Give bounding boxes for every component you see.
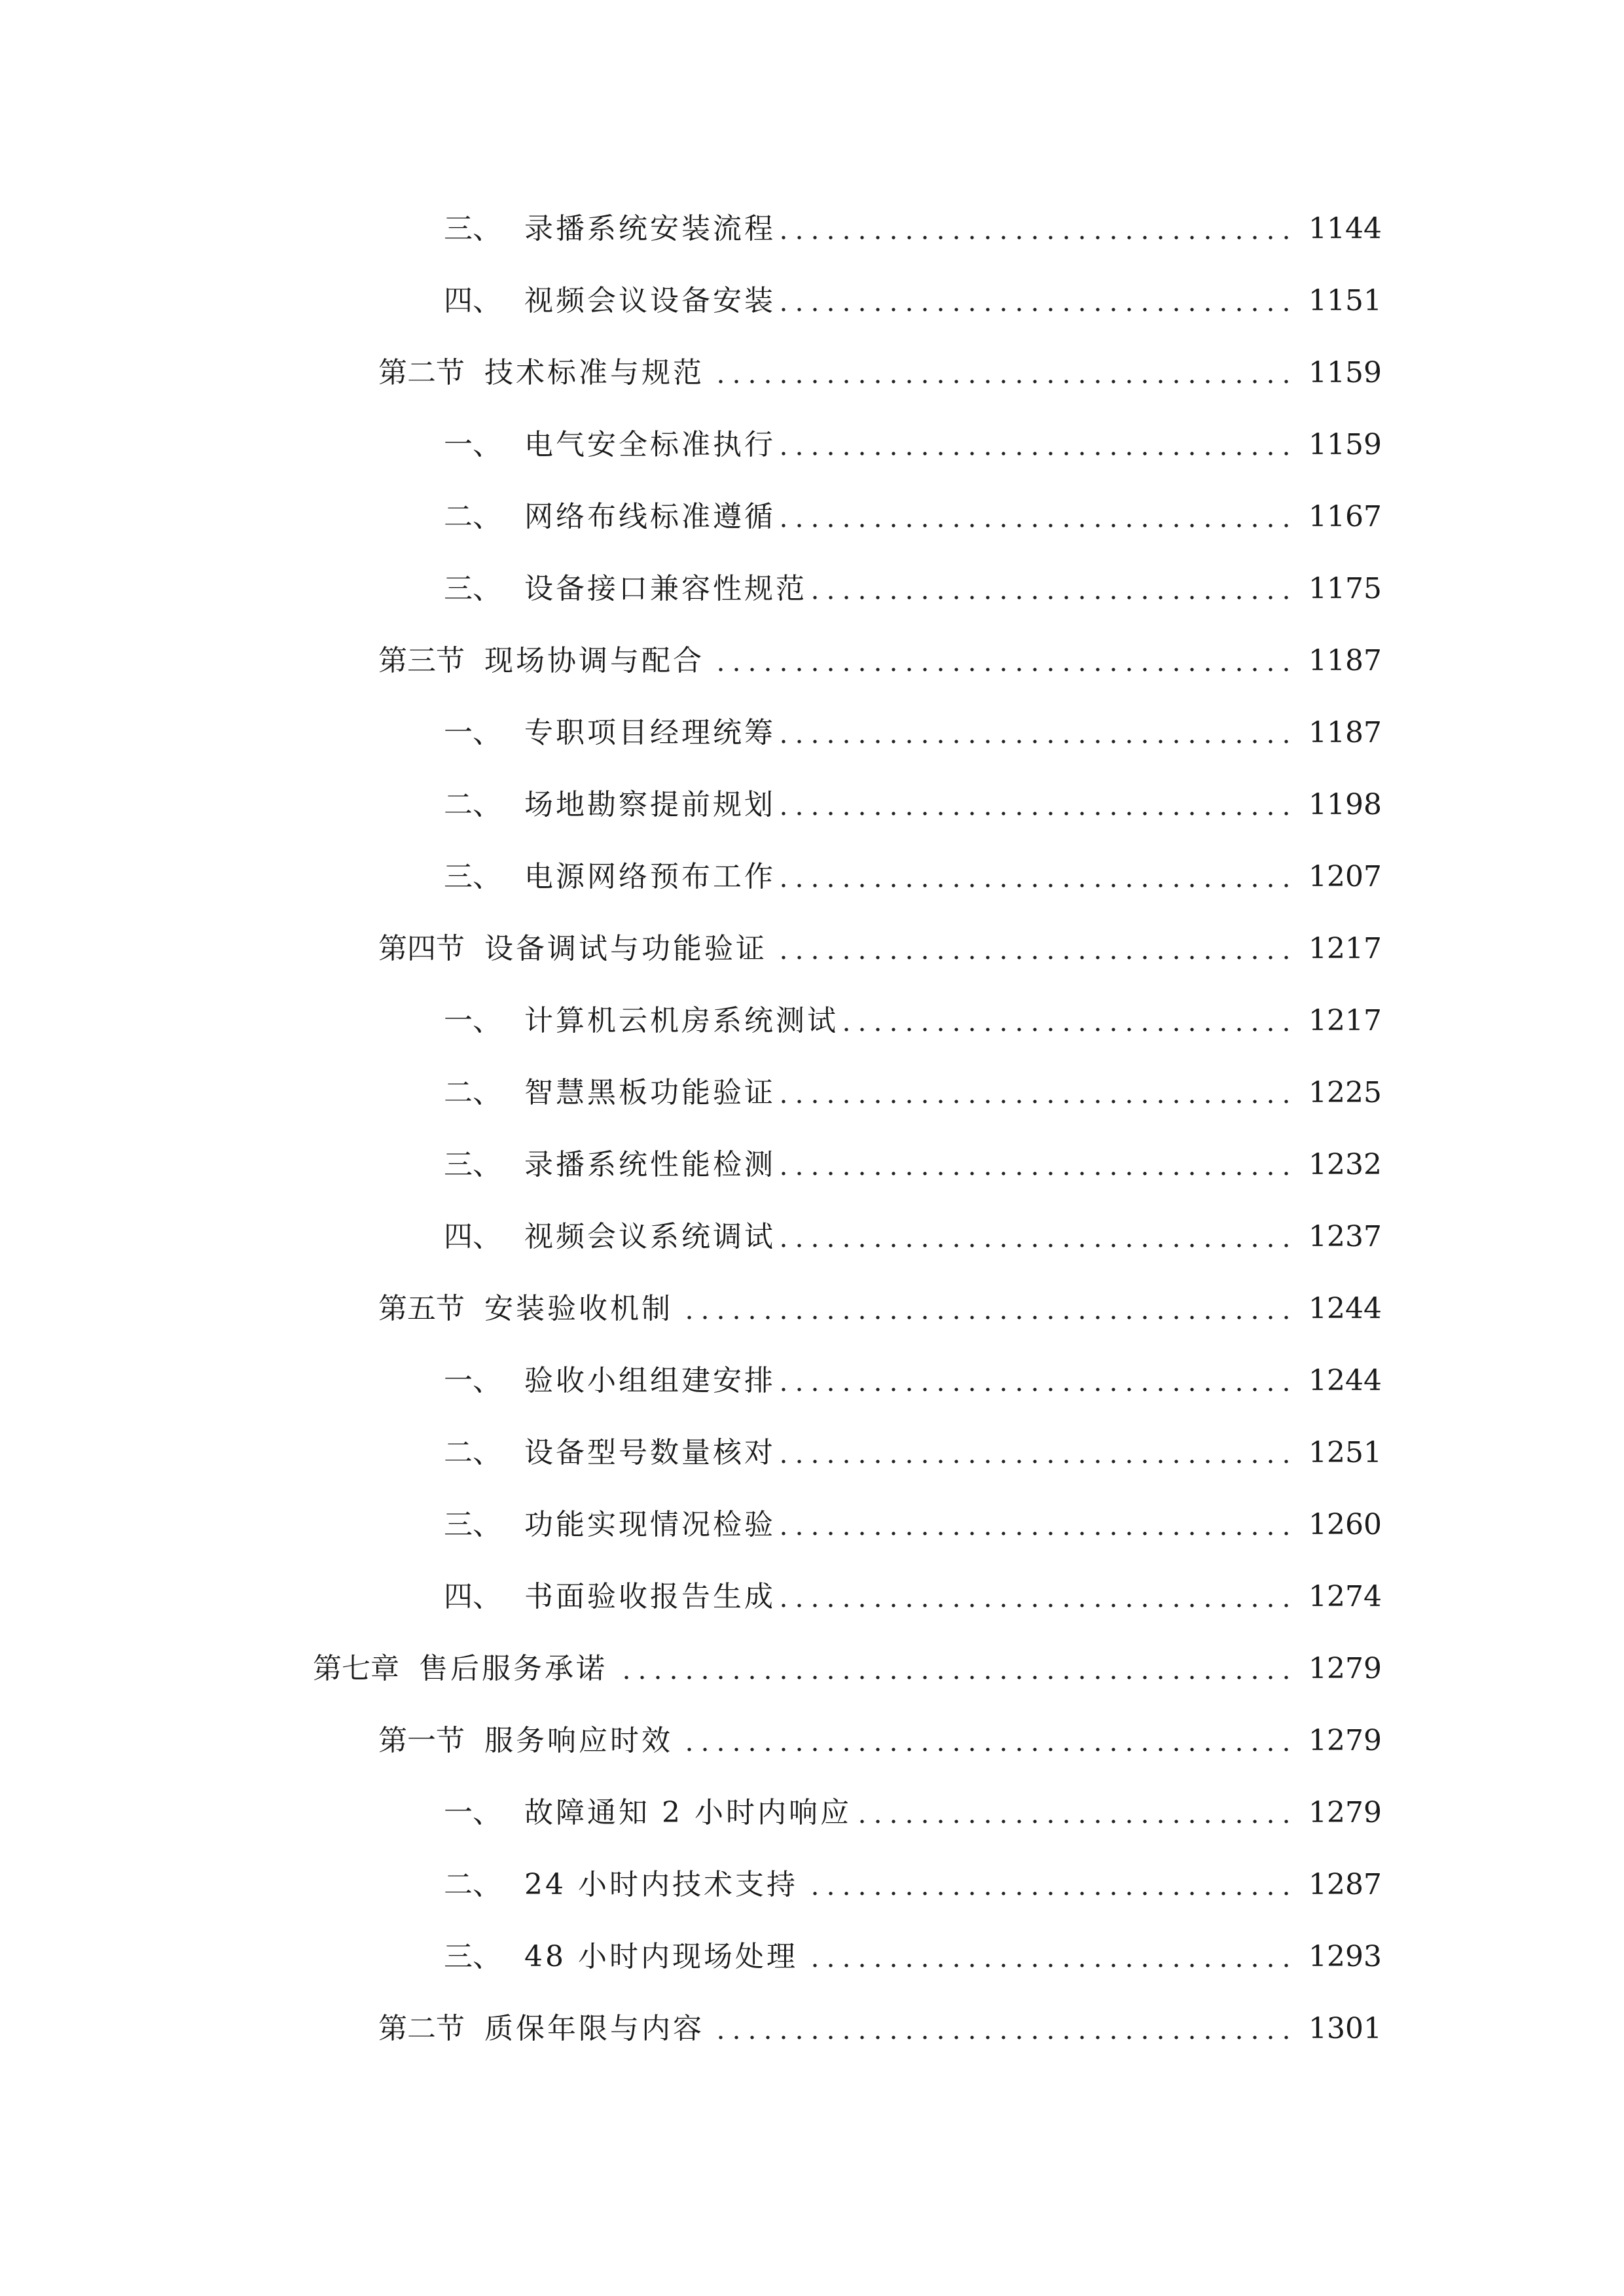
dot-leader — [710, 2015, 1294, 2043]
toc-entry-label — [378, 932, 767, 965]
dot-leader — [781, 1223, 1294, 1251]
toc-entry-page-number: 1198 — [1308, 788, 1382, 821]
toc-entry-title: 技术标准与规范 — [484, 356, 704, 389]
dot-leader — [613, 1655, 1294, 1683]
toc-entry-title: 现场协调与配合 — [484, 644, 704, 677]
toc-entry-page-number: 1293 — [1308, 1940, 1382, 1973]
toc-entry-page-number: 1274 — [1308, 1580, 1382, 1613]
toc-entry-title: 计算机云机房系统测试 — [524, 1004, 839, 1037]
toc-entry-page-number: 1167 — [1308, 500, 1382, 533]
toc-entry-page-number: 1217 — [1308, 932, 1382, 965]
toc-entry-prefix: 第五节 — [378, 1292, 465, 1325]
toc-entry-title: 电气安全标准执行 — [524, 428, 776, 461]
toc-entry[interactable] — [444, 193, 1382, 265]
toc-entry[interactable] — [378, 1273, 1382, 1345]
toc-entry-title: 设备型号数量核对 — [524, 1436, 776, 1469]
dot-leader — [781, 1439, 1294, 1467]
toc-entry[interactable] — [444, 481, 1382, 553]
dot-leader — [781, 863, 1294, 891]
toc-entry[interactable] — [313, 1633, 1382, 1705]
toc-entry-prefix: 三、 — [444, 1508, 501, 1541]
toc-entry-page-number: 1207 — [1308, 860, 1382, 893]
toc-entry[interactable] — [444, 1201, 1382, 1273]
toc-entry-label — [444, 428, 776, 461]
toc-entry-prefix: 一、 — [444, 1364, 501, 1397]
dot-leader — [812, 575, 1294, 603]
toc-entry-title: 视频会议系统调试 — [524, 1220, 776, 1253]
toc-entry-page-number: 1144 — [1308, 212, 1382, 245]
toc-entry-prefix: 第二节 — [378, 356, 465, 389]
toc-entry-page-number: 1244 — [1308, 1292, 1382, 1325]
toc-entry[interactable] — [378, 913, 1382, 985]
toc-entry-page-number: 1232 — [1308, 1148, 1382, 1181]
toc-entry-page-number: 1237 — [1308, 1220, 1382, 1253]
dot-leader — [781, 791, 1294, 819]
toc-entry-page-number: 1251 — [1308, 1436, 1382, 1469]
toc-entry[interactable] — [378, 625, 1382, 697]
toc-entry-prefix: 一、 — [444, 716, 501, 749]
toc-entry-page-number: 1187 — [1308, 644, 1382, 677]
toc-entry-page-number: 1217 — [1308, 1004, 1382, 1037]
toc-entry-title: 故障通知 2 小时内响应 — [524, 1796, 852, 1829]
toc-entry-prefix: 第七章 — [313, 1652, 399, 1685]
dot-leader — [781, 1367, 1294, 1395]
toc-entry-prefix: 二、 — [444, 500, 501, 533]
toc-entry-prefix: 二、 — [444, 1868, 501, 1901]
dot-leader — [781, 215, 1294, 243]
toc-entry-label — [378, 2012, 704, 2045]
dot-leader — [781, 503, 1294, 531]
toc-entry-title: 录播系统性能检测 — [524, 1148, 776, 1181]
toc-entry[interactable] — [444, 769, 1382, 841]
toc-entry-prefix: 三、 — [444, 860, 501, 893]
toc-entry-title: 功能实现情况检验 — [524, 1508, 776, 1541]
toc-entry-title: 安装验收机制 — [484, 1292, 673, 1325]
toc-entry-label — [444, 1436, 776, 1469]
toc-entry-title: 智慧黑板功能验证 — [524, 1076, 776, 1109]
toc-entry-label — [444, 1076, 776, 1109]
toc-entry-prefix: 一、 — [444, 428, 501, 461]
toc-entry-prefix: 第四节 — [378, 932, 465, 965]
toc-entry-prefix: 第一节 — [378, 1724, 465, 1757]
toc-entry[interactable] — [378, 1993, 1382, 2065]
toc-entry-label — [378, 1724, 673, 1757]
toc-entry[interactable] — [444, 265, 1382, 337]
toc-entry-label — [444, 212, 776, 245]
toc-entry-label — [444, 1364, 776, 1397]
toc-entry-label — [444, 1004, 839, 1037]
toc-entry-title: 服务响应时效 — [484, 1724, 673, 1757]
toc-entry[interactable] — [444, 697, 1382, 769]
toc-entry-title: 质保年限与内容 — [484, 2012, 704, 2045]
dot-leader — [781, 1583, 1294, 1611]
dot-leader — [710, 647, 1294, 675]
toc-entry-page-number: 1159 — [1308, 428, 1382, 461]
toc-entry-title: 设备接口兼容性规范 — [524, 572, 807, 605]
toc-entry-page-number: 1225 — [1308, 1076, 1382, 1109]
toc-entry-page-number: 1151 — [1308, 284, 1382, 317]
dot-leader — [678, 1727, 1294, 1755]
toc-entry[interactable] — [444, 841, 1382, 913]
toc-entry-label — [444, 572, 807, 605]
dot-leader — [844, 1007, 1294, 1035]
toc-entry-label — [378, 1292, 673, 1325]
toc-entry-title: 书面验收报告生成 — [524, 1580, 776, 1613]
toc-entry-page-number: 1279 — [1308, 1796, 1382, 1829]
toc-entry-prefix: 一、 — [444, 1796, 501, 1829]
toc-entry-prefix: 四、 — [444, 284, 501, 317]
toc-entry-prefix: 二、 — [444, 1076, 501, 1109]
toc-entry-label — [313, 1652, 607, 1685]
toc-entry-label — [444, 1580, 776, 1613]
toc-entry-page-number: 1187 — [1308, 716, 1382, 749]
toc-entry[interactable] — [444, 1921, 1382, 1993]
dot-leader — [857, 1799, 1294, 1827]
toc-entry[interactable] — [444, 1129, 1382, 1201]
toc-entry-page-number: 1287 — [1308, 1868, 1382, 1901]
toc-entry-prefix: 一、 — [444, 1004, 501, 1037]
toc-entry-prefix: 三、 — [444, 572, 501, 605]
toc-entry[interactable] — [444, 985, 1382, 1057]
toc-entry[interactable] — [444, 553, 1382, 625]
toc-entry-label — [444, 860, 776, 893]
dot-leader — [781, 719, 1294, 747]
toc-entry-title: 验收小组组建安排 — [524, 1364, 776, 1397]
toc-entry[interactable] — [444, 1777, 1382, 1849]
toc-entry-prefix: 四、 — [444, 1580, 501, 1613]
toc-entry-title: 设备调试与功能验证 — [484, 932, 767, 965]
toc-entry[interactable] — [444, 1561, 1382, 1633]
toc-entry[interactable] — [378, 1705, 1382, 1777]
toc-entry-label — [444, 788, 776, 821]
toc-entry-title: 视频会议设备安装 — [524, 284, 776, 317]
toc-entry-label — [444, 1220, 776, 1253]
toc-entry-prefix: 第三节 — [378, 644, 465, 677]
toc-entry-title: 网络布线标准遵循 — [524, 500, 776, 533]
toc-entry-page-number: 1159 — [1308, 356, 1382, 389]
toc-entry-label — [444, 284, 776, 317]
dot-leader — [781, 1511, 1294, 1539]
toc-entry-label — [378, 356, 704, 389]
toc-entry-label — [378, 644, 704, 677]
toc-entry-prefix: 三、 — [444, 1148, 501, 1181]
dot-leader — [781, 1151, 1294, 1179]
dot-leader — [803, 1871, 1294, 1899]
toc-entry[interactable] — [378, 337, 1382, 409]
dot-leader — [772, 935, 1294, 963]
toc-entry-page-number: 1175 — [1308, 572, 1382, 605]
toc-entry-title: 48 小时内现场处理 — [524, 1940, 798, 1973]
toc-entry-prefix: 二、 — [444, 1436, 501, 1469]
toc-entry-title: 电源网络预布工作 — [524, 860, 776, 893]
dot-leader — [781, 287, 1294, 315]
toc-entry[interactable] — [444, 1057, 1382, 1129]
toc-entry-prefix: 二、 — [444, 788, 501, 821]
dot-leader — [710, 359, 1294, 387]
toc-entry[interactable] — [444, 1489, 1382, 1561]
toc-entry-title: 场地勘察提前规划 — [524, 788, 776, 821]
toc-entry-page-number: 1260 — [1308, 1508, 1382, 1541]
toc-entry-label — [444, 716, 776, 749]
toc-entry-page-number: 1279 — [1308, 1652, 1382, 1685]
toc-entry-label — [444, 1796, 852, 1829]
toc-entry-label — [444, 1148, 776, 1181]
toc-entry-page-number: 1279 — [1308, 1724, 1382, 1757]
toc-entry-prefix: 三、 — [444, 212, 501, 245]
dot-leader — [803, 1943, 1294, 1971]
toc-entry-title: 专职项目经理统筹 — [524, 716, 776, 749]
dot-leader — [678, 1295, 1294, 1323]
dot-leader — [781, 431, 1294, 459]
toc-entry-title: 24 小时内技术支持 — [524, 1868, 798, 1901]
toc-entry-title: 录播系统安装流程 — [524, 212, 776, 245]
toc-entry-page-number: 1301 — [1308, 2012, 1382, 2045]
toc-entry-label — [444, 1940, 798, 1973]
toc-entry-label — [444, 1868, 798, 1901]
toc-entry-page-number: 1244 — [1308, 1364, 1382, 1397]
toc-entry-prefix: 三、 — [444, 1940, 501, 1973]
toc-entry-label — [444, 1508, 776, 1541]
toc-entry-prefix: 四、 — [444, 1220, 501, 1253]
toc-entry[interactable] — [444, 409, 1382, 481]
toc-entry[interactable] — [444, 1417, 1382, 1489]
dot-leader — [781, 1079, 1294, 1107]
toc-entry[interactable] — [444, 1345, 1382, 1417]
toc-entry-title: 售后服务承诺 — [419, 1652, 607, 1685]
toc-entry-prefix: 第二节 — [378, 2012, 465, 2045]
toc-entry-label — [444, 500, 776, 533]
toc-entry[interactable] — [444, 1849, 1382, 1921]
